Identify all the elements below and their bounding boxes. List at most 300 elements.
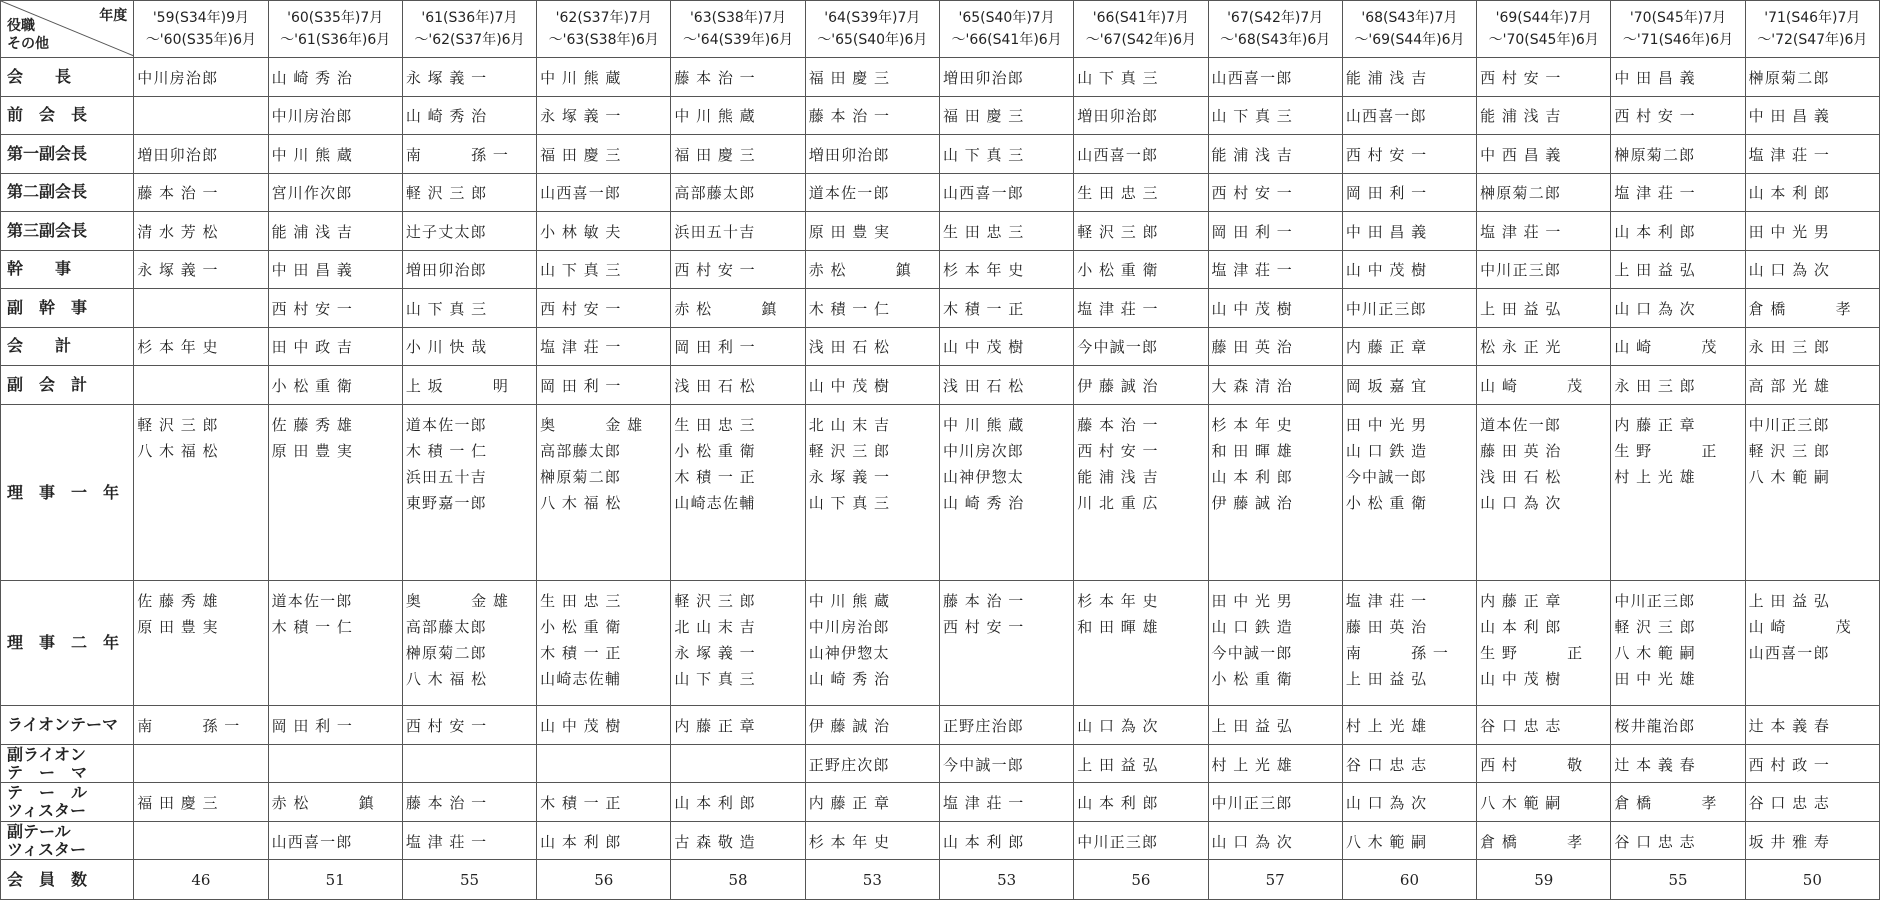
name-entry: 岡田利一 <box>271 717 359 736</box>
data-cell <box>1611 212 1745 250</box>
name-entry: 八木範嗣 <box>1480 794 1568 813</box>
name-entry: 山崎秀治 <box>942 493 1030 512</box>
name-entry: 松永正光 <box>1480 338 1568 357</box>
data-cell <box>537 96 671 134</box>
data-cell <box>1074 289 1208 327</box>
name-entry: 西村安一 <box>1211 184 1299 203</box>
row-label <box>1 744 134 782</box>
data-cell <box>268 744 402 782</box>
name-entry: 古森敬造 <box>674 832 762 851</box>
name-entry: 山崎 茂 <box>1748 618 1858 637</box>
row-label-line: 第一副会長 <box>7 143 88 163</box>
data-cell <box>1477 744 1611 782</box>
name-entry: 山崎 茂 <box>1480 376 1589 395</box>
data-cell <box>134 581 268 706</box>
name-entry: 軽沢三郎 <box>137 415 225 434</box>
data-cell <box>805 744 939 782</box>
name-entry: 藤本治一 <box>405 794 493 813</box>
data-cell <box>402 250 536 288</box>
row-label <box>1 96 134 134</box>
member-count: 56 <box>1074 860 1208 900</box>
member-count: 60 <box>1342 860 1476 900</box>
data-cell <box>268 289 402 327</box>
year-line: '64(S39年)7月 <box>824 10 921 27</box>
row-label <box>1 289 134 327</box>
name-entry: 福田慶三 <box>942 107 1030 126</box>
data-cell <box>939 821 1073 859</box>
corner-header-cell <box>1 1 134 58</box>
data-cell <box>805 404 939 581</box>
row-label <box>1 327 134 365</box>
data-cell <box>1611 706 1745 744</box>
data-cell <box>537 212 671 250</box>
name-entry: 中川正三郎 <box>1480 261 1562 280</box>
data-cell <box>1477 96 1611 134</box>
data-cell <box>268 581 402 706</box>
name-entry: 原田豊実 <box>808 222 896 241</box>
name-entry: 山中茂樹 <box>1345 261 1433 280</box>
data-cell <box>671 96 805 134</box>
year-header-7 <box>1074 1 1208 58</box>
data-cell <box>1208 744 1342 782</box>
name-entry: 南 孫一 <box>1345 644 1455 663</box>
member-count: 46 <box>134 860 268 900</box>
data-cell <box>537 581 671 706</box>
member-count: 55 <box>1611 860 1745 900</box>
name-entry: 小川快哉 <box>405 338 493 357</box>
row-label <box>1 58 134 96</box>
name-entry: 福田慶三 <box>540 145 628 164</box>
name-entry: 今中誠一郎 <box>942 755 1024 774</box>
name-entry: 小松重衛 <box>1077 261 1165 280</box>
name-entry: 清水芳松 <box>137 222 225 241</box>
data-cell <box>1208 58 1342 96</box>
name-entry: 内藤正章 <box>674 717 762 736</box>
name-entry: 藤田英治 <box>1345 618 1433 637</box>
name-entry: 福田慶三 <box>808 68 896 87</box>
row-label-line: テ ー マ <box>7 762 88 782</box>
name-entry: 原田豊実 <box>271 441 359 460</box>
data-cell <box>1074 744 1208 782</box>
name-entry: 大森清治 <box>1211 376 1299 395</box>
name-entry: 山口為次 <box>1211 832 1299 851</box>
name-entry: 山下真三 <box>942 145 1030 164</box>
name-entry: 生野 正 <box>1614 441 1724 460</box>
row-label-line: 会 計 <box>7 336 72 356</box>
data-cell <box>1208 96 1342 134</box>
year-line: '60(S35年)7月 <box>287 10 384 27</box>
name-entry: 桜井龍治郎 <box>1614 717 1696 736</box>
data-cell <box>1208 135 1342 173</box>
name-entry: 原田豊実 <box>137 618 225 637</box>
table-row <box>1 783 1880 821</box>
data-cell <box>1342 706 1476 744</box>
name-entry: 浅田石松 <box>674 376 762 395</box>
name-entry: 上坂 明 <box>405 376 515 395</box>
name-entry: 奥 金雄 <box>405 592 515 611</box>
member-count: 50 <box>1745 860 1879 900</box>
data-cell <box>402 706 536 744</box>
name-entry: 西村安一 <box>405 717 493 736</box>
data-cell <box>1477 821 1611 859</box>
year-line: ～'63(S38年)6月 <box>548 32 659 49</box>
name-entry: 坂井雅寿 <box>1748 832 1836 851</box>
name-entry: 増田卯治郎 <box>137 145 219 164</box>
name-entry: 八木福松 <box>137 441 225 460</box>
name-entry: 榊原菊二郎 <box>1480 184 1562 203</box>
name-entry: 山西喜一郎 <box>271 832 353 851</box>
name-entry: 道本佐一郎 <box>808 184 890 203</box>
data-cell <box>537 783 671 821</box>
name-entry: 宮川作次郎 <box>271 184 353 203</box>
data-cell <box>402 404 536 581</box>
name-entry: 伊藤誠治 <box>808 717 896 736</box>
name-entry: 辻本義春 <box>1614 755 1702 774</box>
data-cell <box>1342 135 1476 173</box>
row-label <box>1 821 134 859</box>
data-cell <box>402 821 536 859</box>
name-entry: 山口為次 <box>1077 717 1165 736</box>
name-entry: 山西喜一郎 <box>1748 644 1830 663</box>
name-entry: 西村政一 <box>1748 755 1836 774</box>
name-entry: 塩津荘一 <box>1614 184 1702 203</box>
name-entry: 佐藤秀雄 <box>137 592 225 611</box>
data-cell <box>805 173 939 211</box>
data-cell <box>1611 783 1745 821</box>
name-entry: 小松重衛 <box>1211 670 1299 689</box>
data-cell <box>1745 706 1879 744</box>
name-entry: 塩津荘一 <box>1748 145 1836 164</box>
data-cell <box>671 366 805 404</box>
name-entry: 高部光雄 <box>1748 376 1836 395</box>
name-entry: 辻子丈太郎 <box>405 222 487 241</box>
data-cell <box>1342 821 1476 859</box>
data-cell <box>805 581 939 706</box>
data-cell <box>1745 58 1879 96</box>
name-entry: 中川房治郎 <box>808 618 890 637</box>
name-entry: 山口鉄造 <box>1211 618 1299 637</box>
name-entry: 山崎 茂 <box>1614 338 1724 357</box>
data-cell <box>671 706 805 744</box>
name-entry: 西村安一 <box>271 299 359 318</box>
name-entry: 木積一仁 <box>405 441 493 460</box>
table-row <box>1 327 1880 365</box>
data-cell <box>1745 289 1879 327</box>
name-entry: 奥 金雄 <box>540 415 649 434</box>
year-line: ～'67(S42年)6月 <box>1085 32 1196 49</box>
name-entry: 山崎秀治 <box>808 670 896 689</box>
name-entry: 山本利郎 <box>674 794 762 813</box>
data-cell <box>1342 744 1476 782</box>
name-entry: 杉本年史 <box>942 261 1030 280</box>
data-cell <box>537 706 671 744</box>
year-line: ～'69(S44年)6月 <box>1354 32 1465 49</box>
data-cell <box>1342 581 1476 706</box>
name-entry: 山口為次 <box>1345 794 1433 813</box>
data-cell <box>1074 783 1208 821</box>
name-entry: 山下真三 <box>540 261 628 280</box>
data-cell <box>939 581 1073 706</box>
data-cell <box>805 250 939 288</box>
name-entry: 中川熊蔵 <box>271 145 359 164</box>
data-cell <box>939 135 1073 173</box>
corner-year-label: 年度 <box>99 8 128 24</box>
name-entry: 八木範嗣 <box>1345 832 1433 851</box>
data-cell <box>1611 744 1745 782</box>
name-entry: 今中誠一郎 <box>1077 338 1159 357</box>
row-label-line: 副 会 計 <box>7 374 88 394</box>
data-cell <box>1208 250 1342 288</box>
data-cell <box>1745 404 1879 581</box>
name-entry: 東野嘉一郎 <box>405 493 487 512</box>
name-entry: 上田益弘 <box>1480 299 1568 318</box>
name-entry: 中田昌義 <box>1345 222 1433 241</box>
year-line: ～'68(S43年)6月 <box>1220 32 1331 49</box>
name-entry: 藤本治一 <box>808 107 896 126</box>
year-line: ～'61(S36年)6月 <box>280 32 391 49</box>
name-entry: 山本利郎 <box>1211 467 1299 486</box>
data-cell <box>134 173 268 211</box>
name-entry: 能浦浅吉 <box>1077 467 1165 486</box>
name-entry: 塩津荘一 <box>1077 299 1165 318</box>
name-entry: 藤本治一 <box>674 68 762 87</box>
name-entry: 山下真三 <box>808 493 896 512</box>
data-cell <box>939 706 1073 744</box>
name-entry: 岡田利一 <box>540 376 628 395</box>
data-cell <box>1074 173 1208 211</box>
data-cell <box>134 96 268 134</box>
row-label <box>1 212 134 250</box>
name-entry: 能浦浅吉 <box>1480 107 1568 126</box>
data-cell <box>402 581 536 706</box>
data-cell <box>1477 212 1611 250</box>
name-entry: 谷口忠志 <box>1480 717 1568 736</box>
year-line: ～'65(S40年)6月 <box>817 32 928 49</box>
name-entry: 山崎志佐輔 <box>674 493 756 512</box>
name-entry: 山崎秀治 <box>405 107 493 126</box>
name-entry: 内藤正章 <box>1614 415 1702 434</box>
name-entry: 永田三郎 <box>1614 376 1702 395</box>
name-entry: 軽沢三郎 <box>674 592 762 611</box>
name-entry: 上田益弘 <box>1748 592 1836 611</box>
name-entry: 南 孫一 <box>137 717 247 736</box>
data-cell <box>1611 366 1745 404</box>
name-entry: 生田忠三 <box>942 222 1030 241</box>
data-cell <box>805 706 939 744</box>
row-label-line: 理 事 二 年 <box>7 633 120 653</box>
name-entry: 生田忠三 <box>540 592 628 611</box>
row-label-line: テ ー ル <box>7 783 88 803</box>
name-entry: 山下真三 <box>1211 107 1299 126</box>
data-cell <box>1342 289 1476 327</box>
name-entry: 村上光雄 <box>1211 755 1299 774</box>
data-cell <box>805 212 939 250</box>
data-cell <box>1745 250 1879 288</box>
data-cell <box>671 783 805 821</box>
row-label-line: 副 幹 事 <box>7 297 88 317</box>
data-cell <box>537 58 671 96</box>
name-entry: 木積一正 <box>674 467 762 486</box>
corner-role-line: その他 <box>7 36 49 53</box>
data-cell <box>1074 96 1208 134</box>
year-line: ～'60(S35年)6月 <box>145 32 257 49</box>
name-entry: 軽沢三郎 <box>1614 618 1702 637</box>
name-entry: 小松重衛 <box>1345 493 1433 512</box>
data-cell <box>1342 783 1476 821</box>
year-line: '61(S36年)7月 <box>421 10 518 27</box>
year-line: '59(S34年)9月 <box>152 10 250 27</box>
data-cell <box>939 96 1073 134</box>
row-label-line: 第三副会長 <box>7 220 88 240</box>
row-label <box>1 404 134 581</box>
year-header-1 <box>268 1 402 58</box>
data-cell <box>671 212 805 250</box>
name-entry: 山西喜一郎 <box>942 184 1024 203</box>
data-cell <box>1477 706 1611 744</box>
year-header-4 <box>671 1 805 58</box>
name-entry: 倉橋 孝 <box>1614 794 1724 813</box>
table-row <box>1 366 1880 404</box>
name-entry: 今中誠一郎 <box>1211 644 1293 663</box>
data-cell <box>939 744 1073 782</box>
name-entry: 山本利郎 <box>540 832 628 851</box>
name-entry: 杉本年史 <box>137 338 225 357</box>
name-entry: 和田暉雄 <box>1211 441 1299 460</box>
data-cell <box>1342 366 1476 404</box>
row-label <box>1 135 134 173</box>
year-line: ～'66(S41年)6月 <box>951 32 1062 49</box>
name-entry: 村上光雄 <box>1345 717 1433 736</box>
data-cell <box>1611 404 1745 581</box>
name-entry: 八木範嗣 <box>1748 467 1836 486</box>
table-row <box>1 581 1880 706</box>
data-cell <box>134 706 268 744</box>
year-line: '70(S45年)7月 <box>1629 10 1727 27</box>
data-cell <box>402 289 536 327</box>
name-entry: 塩津荘一 <box>1480 222 1568 241</box>
corner-role-label <box>7 17 49 53</box>
name-entry: 中川熊蔵 <box>942 415 1030 434</box>
name-entry: 山口鉄造 <box>1345 441 1433 460</box>
name-entry: 今中誠一郎 <box>1345 467 1427 486</box>
name-entry: 中川正三郎 <box>1345 299 1427 318</box>
year-header-6 <box>939 1 1073 58</box>
data-cell <box>1208 327 1342 365</box>
name-entry: 榊原菊二郎 <box>405 644 487 663</box>
data-cell <box>268 366 402 404</box>
name-entry: 上田益弘 <box>1614 261 1702 280</box>
name-entry: 高部藤太郎 <box>405 618 487 637</box>
name-entry: 村上光雄 <box>1614 467 1702 486</box>
data-cell <box>537 744 671 782</box>
name-entry: 田中政吉 <box>271 338 359 357</box>
data-cell <box>268 96 402 134</box>
row-label <box>1 706 134 744</box>
data-cell <box>1745 744 1879 782</box>
name-entry: 内藤正章 <box>1345 338 1433 357</box>
data-cell <box>805 366 939 404</box>
table-row <box>1 821 1880 859</box>
name-entry: 山口為次 <box>1748 261 1836 280</box>
name-entry: 高部藤太郎 <box>540 441 622 460</box>
data-cell <box>1342 404 1476 581</box>
name-entry: 山本利郎 <box>1748 184 1836 203</box>
name-entry: 杉本年史 <box>1077 592 1165 611</box>
year-line: ～'64(S39年)6月 <box>682 32 794 49</box>
year-header-8 <box>1208 1 1342 58</box>
year-header-5 <box>805 1 939 58</box>
data-cell <box>1745 581 1879 706</box>
name-entry: 正野庄治郎 <box>942 717 1024 736</box>
row-label-line: 幹 事 <box>7 259 72 279</box>
data-cell <box>537 289 671 327</box>
data-cell <box>134 289 268 327</box>
data-cell <box>134 212 268 250</box>
year-line: '62(S37年)7月 <box>555 10 652 27</box>
member-count: 56 <box>537 860 671 900</box>
name-entry: 谷口忠志 <box>1748 794 1836 813</box>
name-entry: 山中茂樹 <box>540 717 628 736</box>
name-entry: 田中光男 <box>1345 415 1433 434</box>
name-entry: 高部藤太郎 <box>674 184 756 203</box>
data-cell <box>1611 58 1745 96</box>
name-entry: 塩津荘一 <box>1345 592 1433 611</box>
name-entry: 永塚義一 <box>674 644 762 663</box>
name-entry: 増田卯治郎 <box>942 68 1024 87</box>
data-cell <box>402 327 536 365</box>
data-cell <box>805 327 939 365</box>
data-cell <box>805 821 939 859</box>
name-entry: 木積一正 <box>540 644 628 663</box>
name-entry: 山本利郎 <box>1077 794 1165 813</box>
row-label-line: ライオンテーマ <box>7 715 119 735</box>
data-cell <box>268 58 402 96</box>
data-cell <box>671 250 805 288</box>
data-cell <box>134 821 268 859</box>
name-entry: 藤田英治 <box>1480 441 1568 460</box>
data-cell <box>1477 135 1611 173</box>
name-entry: 山本利郎 <box>1614 222 1702 241</box>
name-entry: 西村安一 <box>942 618 1030 637</box>
data-cell <box>805 289 939 327</box>
name-entry: 藤本治一 <box>1077 415 1165 434</box>
data-cell <box>1745 327 1879 365</box>
name-entry: 山中茂樹 <box>1211 299 1299 318</box>
name-entry: 永塚義一 <box>405 68 493 87</box>
name-entry: 西村安一 <box>540 299 628 318</box>
name-entry: 浅田石松 <box>808 338 896 357</box>
data-cell <box>537 821 671 859</box>
data-cell <box>1208 289 1342 327</box>
name-entry: 倉橋 孝 <box>1748 299 1858 318</box>
name-entry: 谷口忠志 <box>1614 832 1702 851</box>
data-cell <box>1611 327 1745 365</box>
name-entry: 能浦浅吉 <box>1345 68 1433 87</box>
name-entry: 山本利郎 <box>1480 618 1568 637</box>
data-cell <box>1745 135 1879 173</box>
data-cell <box>537 366 671 404</box>
year-header-11 <box>1611 1 1745 58</box>
row-label-line: ツィスター <box>7 839 87 859</box>
name-entry: 西村安一 <box>674 261 762 280</box>
data-cell <box>402 135 536 173</box>
data-cell <box>134 744 268 782</box>
name-entry: 山本利郎 <box>942 832 1030 851</box>
data-cell <box>1208 581 1342 706</box>
data-cell <box>402 366 536 404</box>
data-cell <box>402 783 536 821</box>
name-entry: 増田卯治郎 <box>405 261 487 280</box>
